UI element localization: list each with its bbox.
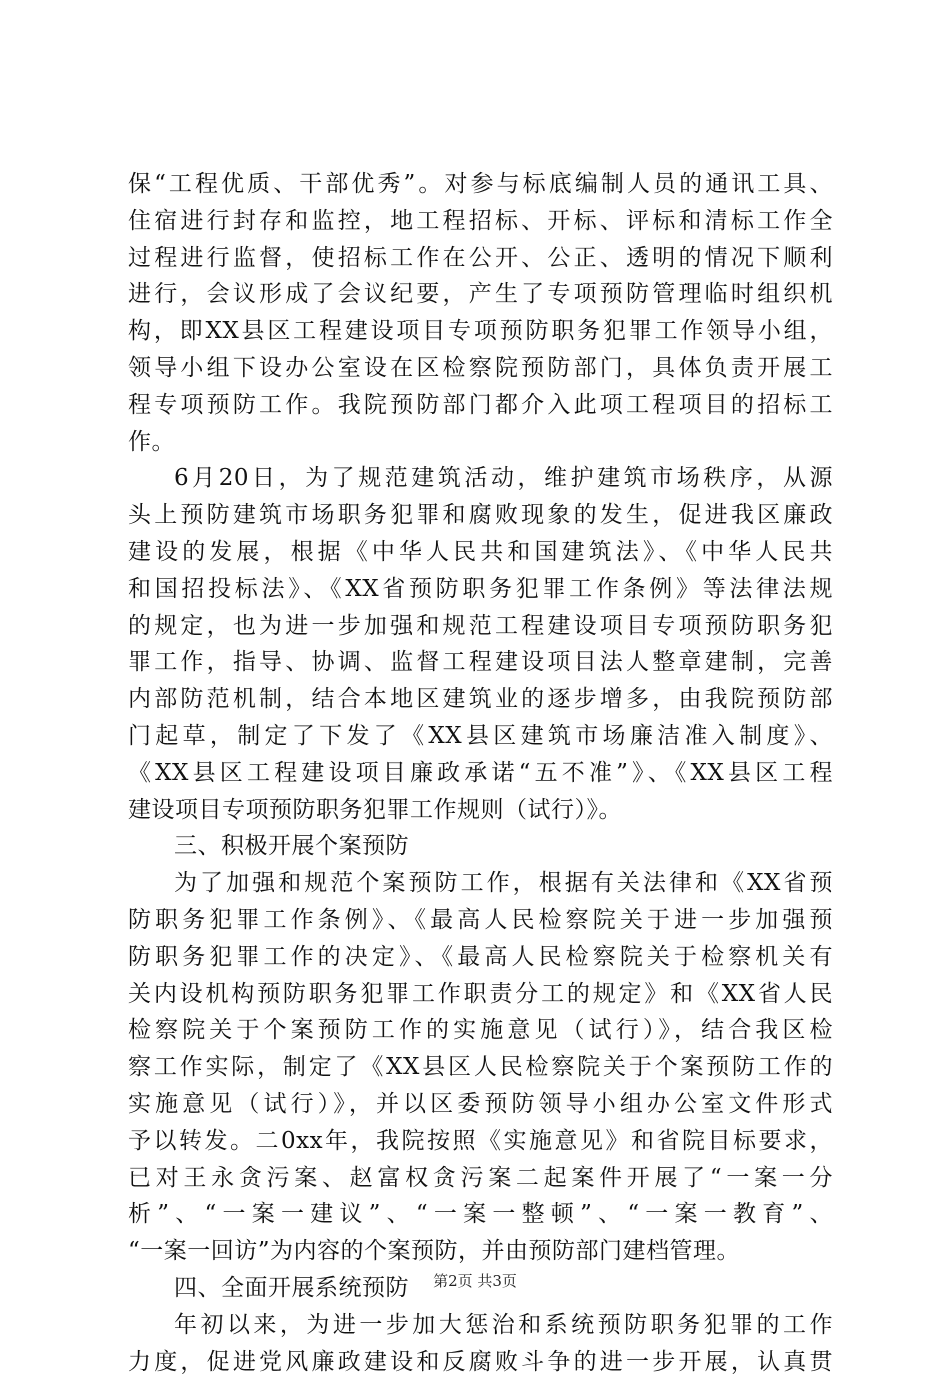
text-line: 为了加强和规范个案预防工作，根据有关法律和《XX省预 [128,865,833,902]
text-line: 防职务犯罪工作的决定》、《最高人民检察院关于检察机关有 [128,939,833,976]
section-heading [128,828,833,865]
paragraph [128,1307,833,1380]
text-line: 保“工程优质、干部优秀”。对参与标底编制人员的通讯工具、 [128,166,833,203]
text-line: 力度，促进党风廉政建设和反腐败斗争的进一步开展，认真贯 [128,1344,833,1380]
heading-line: 三、积极开展个案预防 [128,828,833,865]
text-line: 罪工作，指导、协调、监督工程建设项目法人整章建制，完善 [128,644,833,681]
text-line: 程专项预防工作。我院预防部门都介入此项工程项目的招标工 [128,387,833,424]
text-line: 已对王永贪污案、赵富权贪污案二起案件开展了“一案一分 [128,1160,833,1197]
text-line: 防职务犯罪工作条例》、《最高人民检察院关于进一步加强预 [128,902,833,939]
text-line: 领导小组下设办公室设在区检察院预防部门，具体负责开展工 [128,350,833,387]
text-line: 过程进行监督，使招标工作在公开、公正、透明的情况下顺利 [128,240,833,277]
text-line: 《XX县区工程建设项目廉政承诺“五不准”》、《XX县区工程 [128,755,833,792]
text-line: 建设的发展，根据《中华人民共和国建筑法》、《中华人民共 [128,534,833,571]
text-line: 进行，会议形成了会议纪要，产生了专项预防管理临时组织机 [128,276,833,313]
text-line: 析”、“一案一建议”、“一案一整顿”、“一案一教育”、 [128,1196,833,1233]
text-line: 门起草，制定了下发了《XX县区建筑市场廉洁准入制度》、 [128,718,833,755]
text-line: 构，即XX县区工程建设项目专项预防职务犯罪工作领导小组， [128,313,833,350]
text-line: 6月20日，为了规范建筑活动，维护建筑市场秩序，从源 [128,460,833,497]
text-line: 年初以来，为进一步加大惩治和系统预防职务犯罪的工作 [128,1307,833,1344]
text-line: 实施意见（试行）》，并以区委预防领导小组办公室文件形式 [128,1086,833,1123]
text-line: 予以转发。二0xx年，我院按照《实施意见》和省院目标要求， [128,1123,833,1160]
text-line: 作。 [128,424,833,461]
paragraph [128,166,833,460]
text-line: 建设项目专项预防职务犯罪工作规则（试行）》。 [128,792,833,829]
text-line: 检察院关于个案预防工作的实施意见（试行）》，结合我区检 [128,1012,833,1049]
document-body [128,166,833,1380]
text-line: “一案一回访”为内容的个案预防，并由预防部门建档管理。 [128,1233,833,1270]
text-line: 察工作实际，制定了《XX县区人民检察院关于个案预防工作的 [128,1049,833,1086]
text-line: 住宿进行封存和监控，地工程招标、开标、评标和清标工作全 [128,203,833,240]
text-line: 头上预防建筑市场职务犯罪和腐败现象的发生，促进我区廉政 [128,497,833,534]
paragraph [128,865,833,1270]
heading-line: 四、全面开展系统预防 [128,1270,833,1307]
text-line: 内部防范机制，结合本地区建筑业的逐步增多，由我院预防部 [128,681,833,718]
text-line: 的规定，也为进一步加强和规范工程建设项目专项预防职务犯 [128,608,833,645]
text-line: 和国招投标法》、《XX省预防职务犯罪工作条例》等法律法规 [128,571,833,608]
text-line: 关内设机构预防职务犯罪工作职责分工的规定》和《XX省人民 [128,976,833,1013]
paragraph [128,460,833,828]
page-number-footer: 第2页 共3页 [0,1270,950,1291]
